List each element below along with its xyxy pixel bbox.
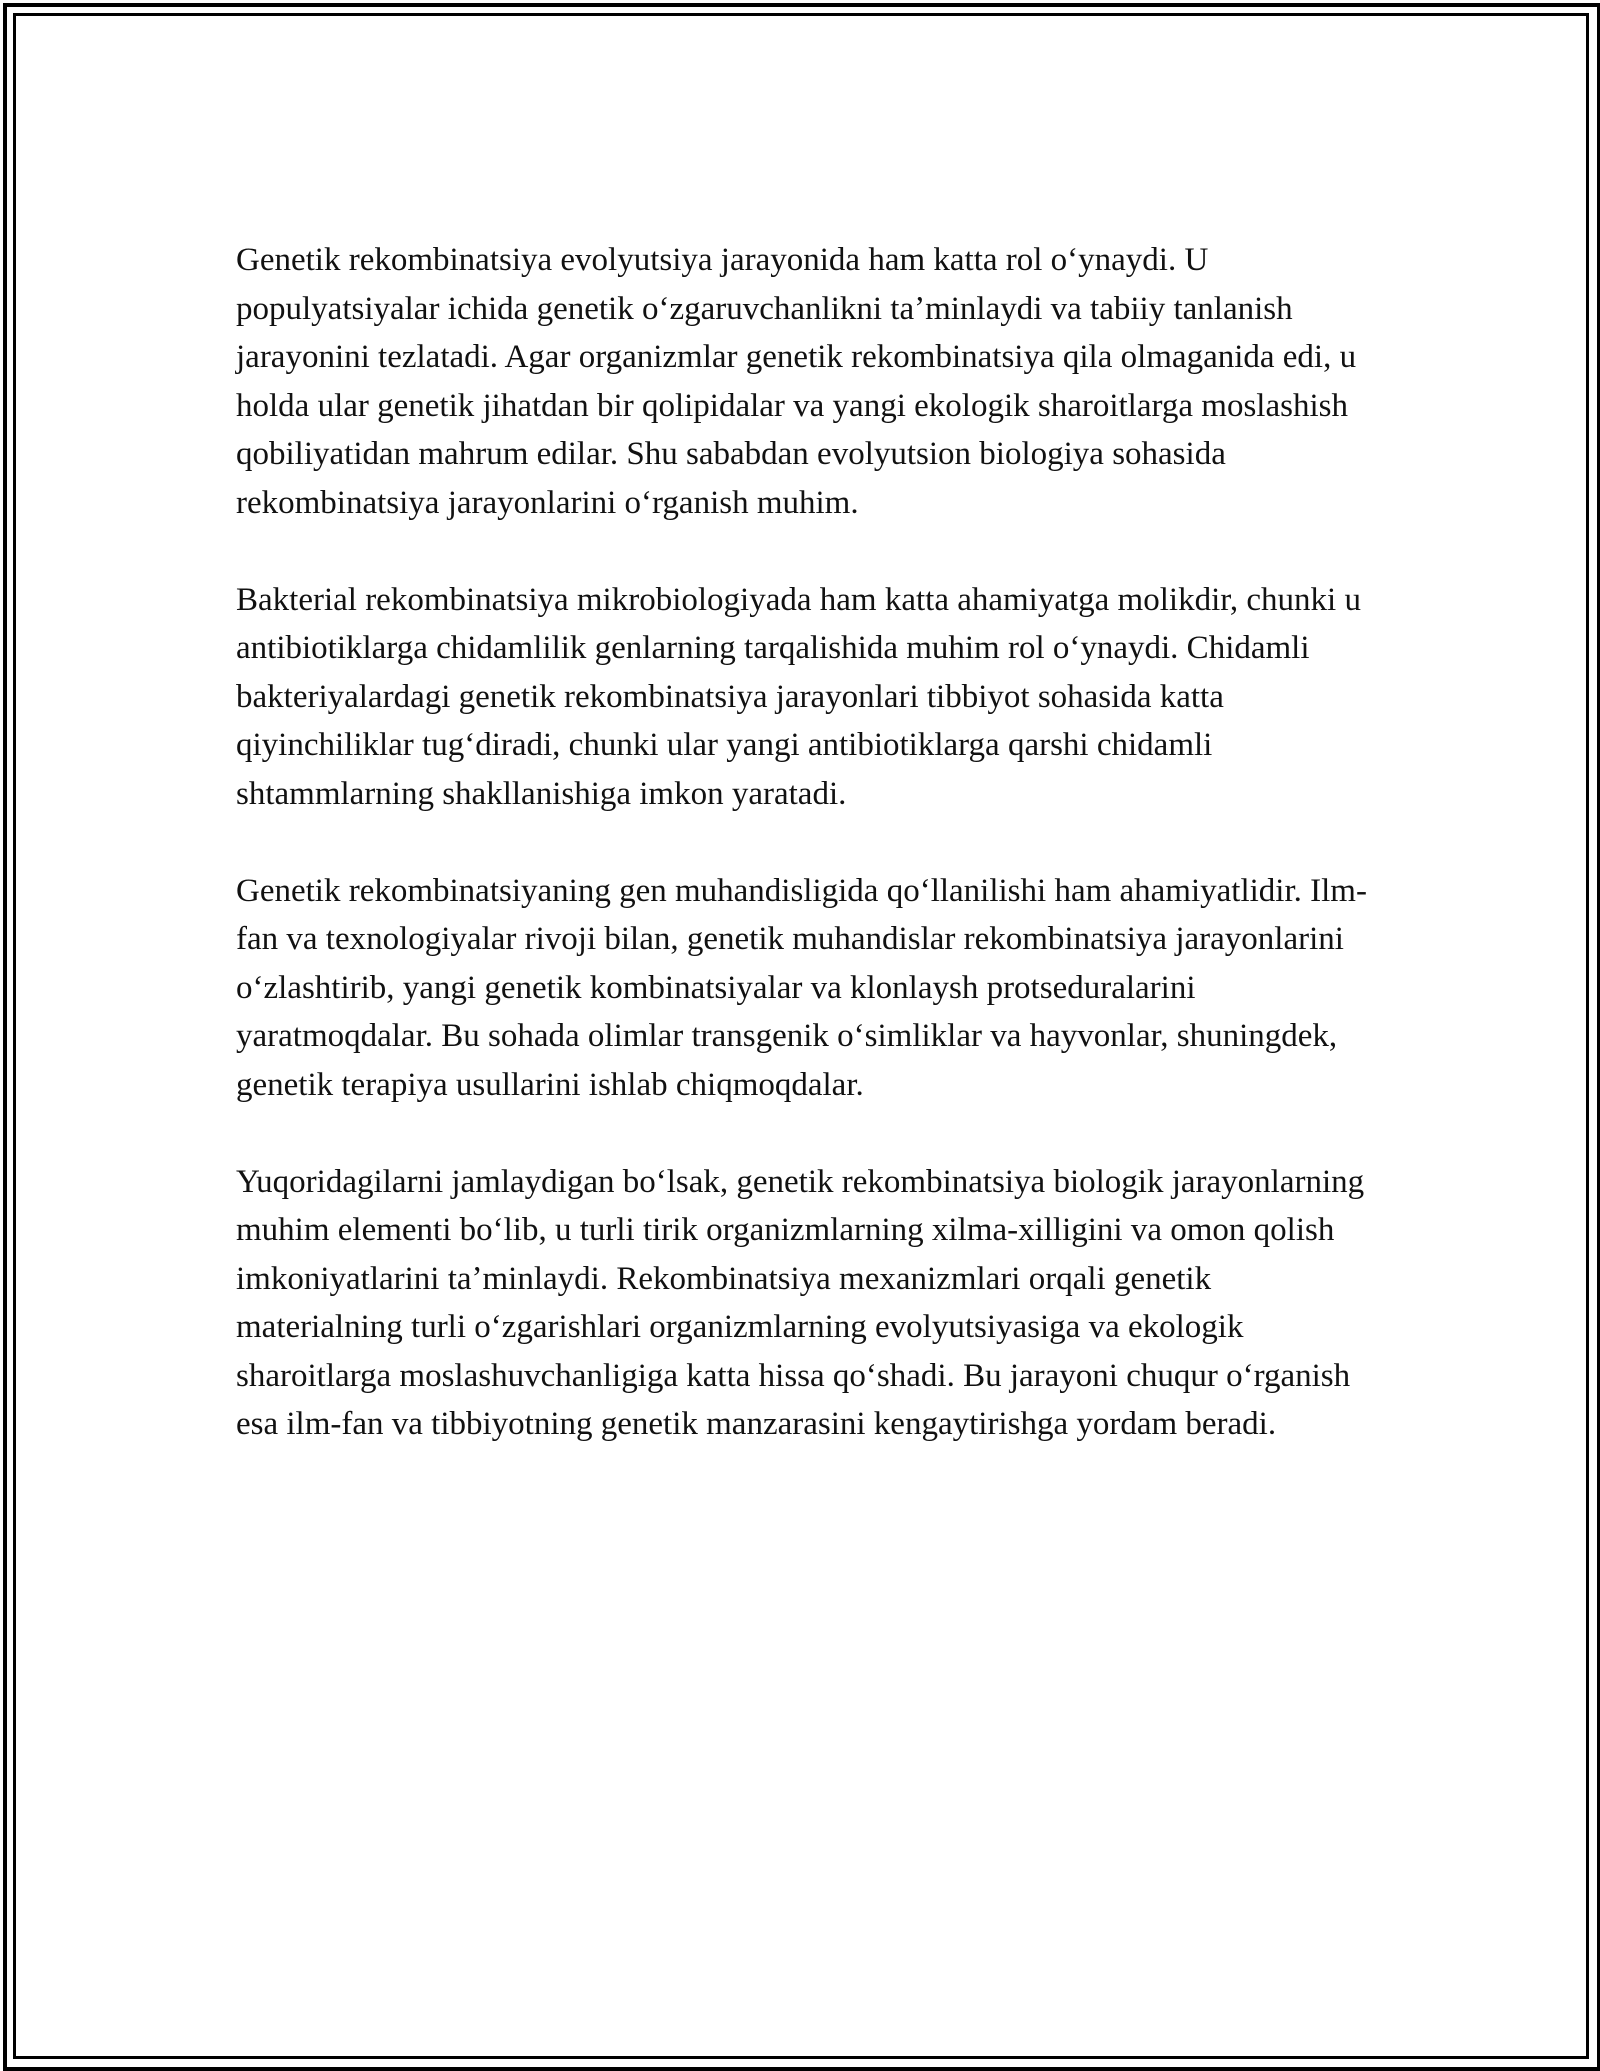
paragraph-evolution: Genetik rekombinatsiya evolyutsiya jarayonida ham katta rol oʻynaydi. U populyatsiyalar ichida genetik oʻzgaruvchanlikni taʼminlaydi va tabiiy tanlanish jarayonini tezlatadi. Agar organizmlar genetik rekombinatsiya qila olmaganida edi, u holda ular genetik jihatdan bir qolipidalar va yangi ekologik sharoitlarga moslashish qobiliyatidan mahrum edilar. Shu sababdan evolyutsion biologiya sohasida rekombinatsiya jarayonlarini oʻrganish muhim.	[236, 242, 1357, 521]
paragraph-conclusion: Yuqoridagilarni jamlaydigan boʻlsak, genetik rekombinatsiya biologik jarayonlarning muhim elementi boʻlib, u turli tirik organizmlarning xilma-xilligini va omon qolish imkoniyatlarini taʼminlaydi. Rekombinatsiya mexanizmlari orqali genetik materialning turli oʻzgarishlari organizmlarning evolyutsiyasiga va ekologik sharoitlarga moslashuvchanligiga katta hissa qoʻshadi. Bu jarayoni chuqur oʻrganish esa ilm-fan va tibbiyotning genetik manzarasini kengaytirishga yordam beradi.	[236, 1163, 1365, 1442]
paragraph-genetic-engineering: Genetik rekombinatsiyaning gen muhandisligida qoʻllanilishi ham ahamiyatlidir. Ilm-fan va texnologiyalar rivoji bilan, genetik muhandislar rekombinatsiya jarayonlarini oʻzlashtirib, yangi genetik kombinatsiyalar va klonlaysh protseduralarini yaratmoqdalar. Bu sohada olimlar transgenik oʻsimliklar va hayvonlar, shuningdek, genetik terapiya usullarini ishlab chiqmoqdalar.	[236, 872, 1367, 1103]
document-body	[236, 236, 1376, 1449]
paragraph-bacterial-recombination: Bakterial rekombinatsiya mikrobiologiyada ham katta ahamiyatga molikdir, chunki u antibiotiklarga chidamlilik genlarning tarqalishida muhim rol oʻynaydi. Chidamli bakteriyalardagi genetik rekombinatsiya jarayonlari tibbiyot sohasida katta qiyinchiliklar tugʻdiradi, chunki ular yangi antibiotiklarga qarshi chidamli shtammlarning shakllanishiga imkon yaratadi.	[236, 581, 1361, 812]
